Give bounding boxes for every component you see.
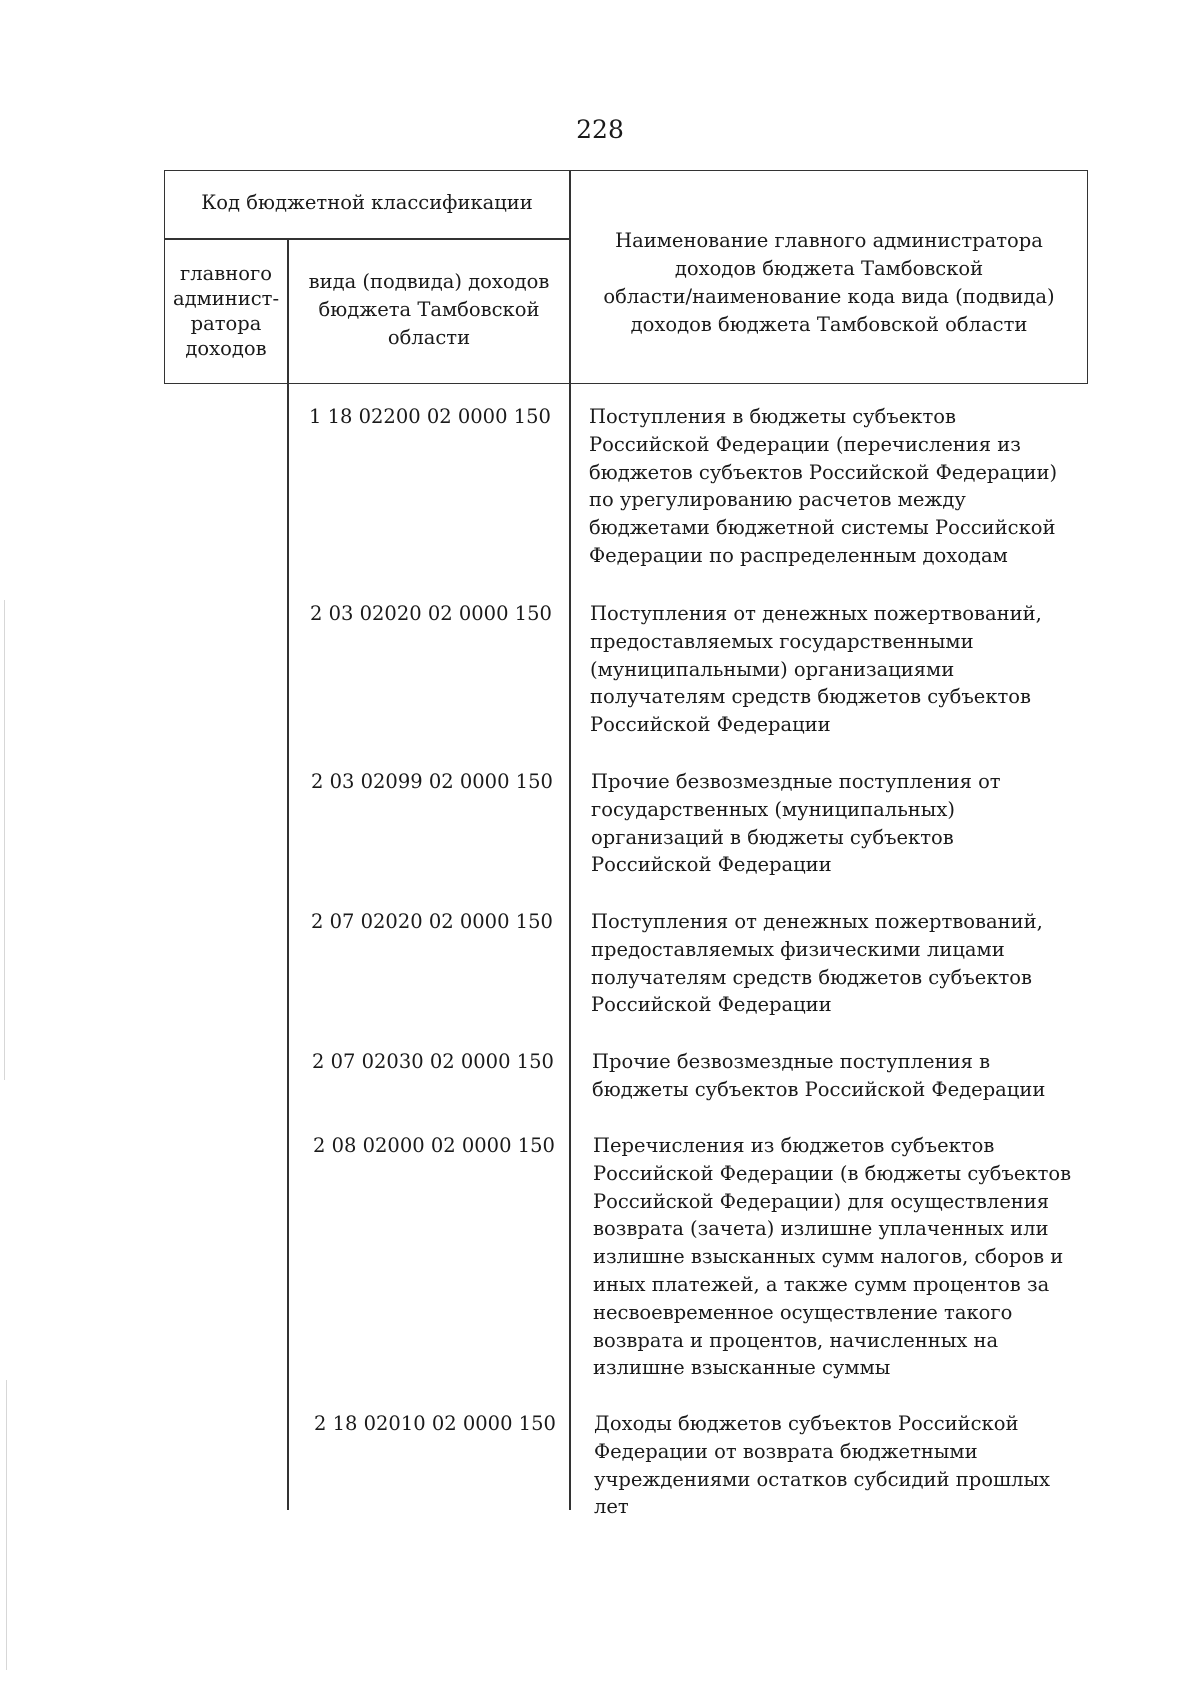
- header-text-line: вида (подвида) доходов: [308, 270, 550, 293]
- header-text-line: главного: [180, 262, 272, 285]
- row-name-line: бюджетами бюджетной системы Российской: [589, 516, 1056, 540]
- row-name-line: получателям средств бюджетов субъектов: [590, 685, 1032, 709]
- table-header: [164, 170, 1088, 384]
- row-name-line: (муниципальными) организациями: [590, 657, 955, 681]
- row-name-line: несвоевременное осуществление такого: [593, 1300, 1013, 1324]
- body-left-divider: [287, 384, 289, 1510]
- row-name: [591, 768, 1091, 879]
- page-number: 228: [576, 115, 624, 144]
- header-text-line: области/наименование кода вида (подвида): [603, 285, 1055, 308]
- row-code: 2 03 02099 02 0000 150: [311, 770, 553, 793]
- row-name-line: излишне взысканные суммы: [593, 1356, 891, 1380]
- row-name: [590, 600, 1090, 739]
- row-name-line: Перечисления из бюджетов субъектов: [593, 1134, 995, 1157]
- body-right-divider: [569, 384, 571, 1510]
- row-name-line: по урегулированию расчетов между: [589, 488, 966, 512]
- row-name-line: излишне взысканных сумм налогов, сборов и: [593, 1245, 1064, 1269]
- row-code: 1 18 02200 02 0000 150: [309, 405, 551, 428]
- row-name-line: Российской Федерации: [591, 993, 832, 1017]
- row-name-line: Федерации от возврата бюджетными: [594, 1439, 978, 1463]
- row-name-line: Прочие безвозмездные поступления от: [591, 770, 1001, 793]
- row-name-line: Поступления от денежных пожертвований,: [591, 910, 1043, 933]
- row-name-line: возврата (зачета) излишне уплаченных или: [593, 1217, 1049, 1241]
- row-name: [592, 1048, 1092, 1104]
- row-name-line: Российской Федерации) для осуществления: [593, 1189, 1050, 1213]
- row-name-line: предоставляемых физическими лицами: [591, 937, 1005, 961]
- row-name-line: бюджеты субъектов Российской Федерации: [592, 1077, 1046, 1101]
- header-code-group: Код бюджетной классификации: [201, 191, 533, 214]
- scan-edge-mark: [4, 600, 5, 1080]
- row-name-line: Федерации по распределенным доходам: [589, 543, 1008, 567]
- header-income-column: [289, 268, 569, 352]
- row-name-line: предоставляемых государственными: [590, 629, 974, 653]
- row-code: 2 03 02020 02 0000 150: [310, 602, 552, 625]
- header-text-line: доходов: [185, 337, 267, 360]
- row-name-line: лет: [594, 1495, 629, 1519]
- header-text-line: доходов бюджета Тамбовской области: [630, 313, 1028, 336]
- header-text-line: доходов бюджета Тамбовской: [674, 257, 984, 280]
- row-code: 2 18 02010 02 0000 150: [314, 1412, 556, 1435]
- scan-edge-mark: [6, 1380, 7, 1670]
- header-horizontal-divider: [165, 238, 569, 240]
- row-name-line: бюджетов субъектов Российской Федерации): [589, 460, 1058, 484]
- header-text-line: бюджета Тамбовской: [318, 298, 540, 321]
- row-name-line: Поступления от денежных пожертвований,: [590, 602, 1042, 625]
- row-name-line: учреждениями остатков субсидий прошлых: [594, 1467, 1051, 1491]
- row-name-line: Российской Федерации (в бюджеты субъектов: [593, 1161, 1072, 1185]
- row-name-line: государственных (муниципальных): [591, 797, 955, 821]
- header-name-column: [570, 227, 1088, 339]
- row-name-line: Российской Федерации: [590, 713, 831, 737]
- header-text-line: админист-: [172, 287, 280, 310]
- row-name-line: возврата и процентов, начисленных на: [593, 1328, 999, 1352]
- row-name-line: иных платежей, а также сумм процентов за: [593, 1272, 1050, 1296]
- row-name-line: Прочие безвозмездные поступления в: [592, 1050, 991, 1073]
- row-name-line: Российской Федерации (перечисления из: [589, 432, 1021, 456]
- row-code: 2 08 02000 02 0000 150: [313, 1134, 555, 1157]
- row-name: [593, 1132, 1093, 1382]
- row-name-line: Российской Федерации: [591, 853, 832, 877]
- row-name: [591, 908, 1091, 1019]
- header-admin-column: [165, 261, 287, 361]
- row-name-line: организаций в бюджеты субъектов: [591, 825, 954, 849]
- row-code: 2 07 02030 02 0000 150: [312, 1050, 554, 1073]
- row-name: [589, 403, 1089, 570]
- row-name-line: Доходы бюджетов субъектов Российской: [594, 1412, 1019, 1435]
- row-name: [594, 1410, 1094, 1521]
- header-text-line: области: [387, 326, 471, 349]
- header-text-line: ратора: [190, 312, 262, 335]
- row-name-line: получателям средств бюджетов субъектов: [591, 965, 1033, 989]
- row-code: 2 07 02020 02 0000 150: [311, 910, 553, 933]
- row-name-line: Поступления в бюджеты субъектов: [589, 405, 957, 428]
- header-text-line: Наименование главного администратора: [615, 229, 1043, 252]
